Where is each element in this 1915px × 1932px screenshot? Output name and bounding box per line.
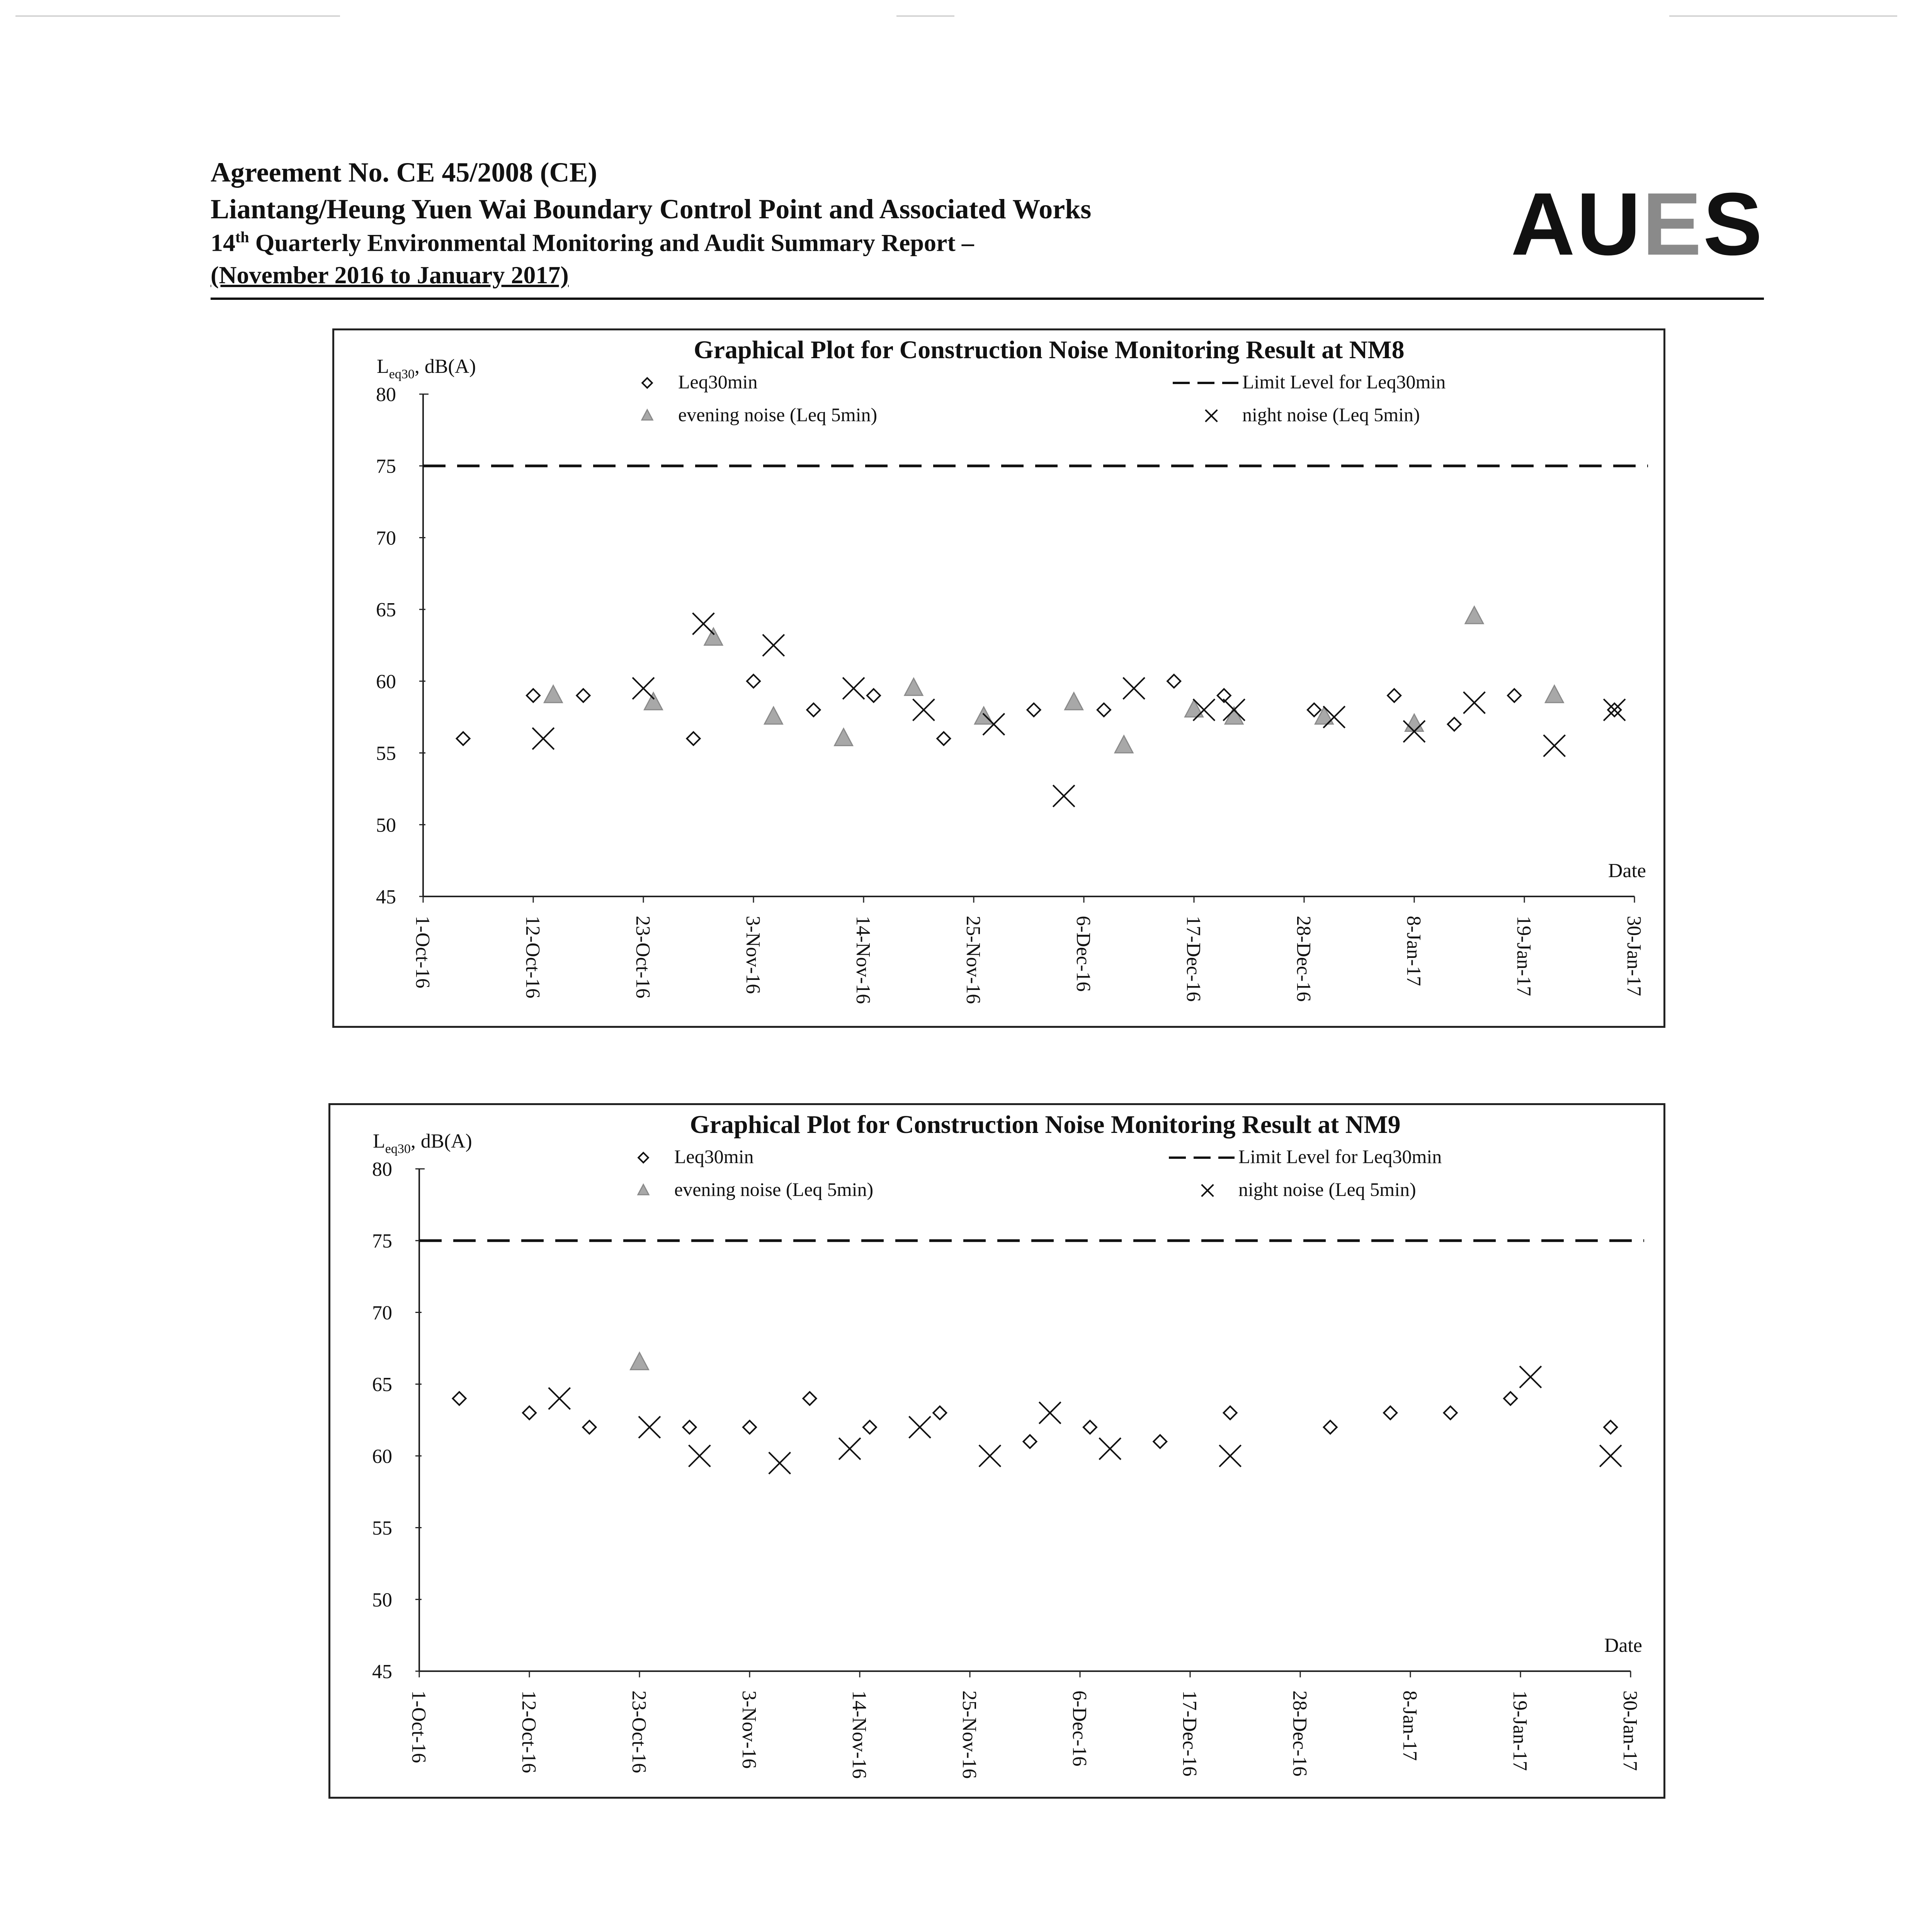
x-tick-label: 30-Jan-17 <box>1619 1690 1641 1771</box>
point-cross <box>549 1388 570 1409</box>
point-diamond <box>1224 1406 1237 1419</box>
point-diamond <box>1604 1421 1617 1434</box>
point-diamond <box>863 1421 876 1434</box>
y-tick-label: 60 <box>372 1445 392 1468</box>
x-tick-label: 3-Nov-16 <box>742 916 764 994</box>
point-cross <box>633 677 654 699</box>
report-number-suffix: th <box>235 228 249 246</box>
legend-evening-marker <box>642 410 653 420</box>
point-diamond <box>1444 1406 1457 1419</box>
point-diamond <box>807 703 820 716</box>
point-triangle <box>704 628 723 645</box>
point-diamond <box>747 675 760 688</box>
point-cross <box>1099 1438 1121 1459</box>
point-diamond <box>1508 689 1521 702</box>
report-period: (November 2016 to January 2017) <box>211 261 569 289</box>
document-header <box>211 156 1764 300</box>
point-triangle <box>1065 693 1083 710</box>
y-axis-label: $L_{eq30}$, dB(A) <box>377 355 476 381</box>
point-cross <box>1123 677 1145 699</box>
point-cross <box>532 728 554 749</box>
point-cross <box>1600 1445 1621 1467</box>
x-tick-label: 25-Nov-16 <box>958 1690 980 1779</box>
legend-night-marker <box>1202 1185 1214 1197</box>
chart-title: Graphical Plot for Construction Noise Monitoring Result at NM9 <box>690 1111 1401 1139</box>
x-tick-label: 19-Jan-17 <box>1513 916 1535 996</box>
y-axis-label: $L_{eq30}$, dB(A) <box>373 1130 472 1156</box>
nm8-chart-svg <box>334 330 1663 1026</box>
point-diamond <box>867 689 880 702</box>
chart-title: Graphical Plot for Construction Noise Monitoring Result at NM8 <box>694 336 1405 364</box>
point-diamond <box>933 1406 946 1419</box>
point-diamond <box>683 1421 696 1434</box>
x-tick-label: 23-Oct-16 <box>628 1690 650 1773</box>
legend-limit-label: Limit Level for Leq30min <box>1242 371 1446 393</box>
point-cross <box>639 1417 660 1438</box>
point-cross <box>909 1417 930 1438</box>
point-diamond <box>1388 689 1401 702</box>
y-tick-label: 80 <box>372 1158 392 1180</box>
report-title-text: Quarterly Environmental Monitoring and Audit Summary Report – <box>249 229 974 257</box>
point-cross <box>839 1438 861 1459</box>
x-axis-label: Date <box>1608 860 1646 882</box>
point-diamond <box>1324 1421 1337 1434</box>
x-tick-label: 6-Dec-16 <box>1068 1690 1090 1767</box>
scan-edge-line <box>896 15 954 17</box>
y-tick-label: 50 <box>372 1589 392 1611</box>
point-triangle <box>835 728 853 745</box>
x-tick-label: 30-Jan-17 <box>1623 916 1645 996</box>
point-cross <box>769 1452 791 1474</box>
point-triangle <box>1545 685 1563 702</box>
point-cross <box>692 613 714 634</box>
point-cross <box>763 634 784 656</box>
nm8-noise-chart <box>332 328 1665 1028</box>
point-cross <box>979 1445 1001 1467</box>
scan-edge-line <box>1669 15 1897 17</box>
y-tick-label: 65 <box>372 1374 392 1396</box>
legend-evening-label: evening noise (Leq 5min) <box>678 404 878 425</box>
point-diamond <box>1027 703 1040 716</box>
legend-night-label: night noise (Leq 5min) <box>1242 404 1420 425</box>
point-triangle <box>764 707 782 724</box>
x-tick-label: 1-Oct-16 <box>408 1690 430 1763</box>
point-diamond <box>1308 703 1321 716</box>
point-triangle <box>1115 736 1133 753</box>
point-diamond <box>457 732 470 745</box>
legend-night-label: night noise (Leq 5min) <box>1238 1179 1416 1200</box>
legend-night-marker <box>1206 410 1218 422</box>
y-tick-label: 75 <box>376 455 396 478</box>
y-tick-label: 50 <box>376 814 396 837</box>
point-diamond <box>1097 703 1111 716</box>
x-tick-label: 28-Dec-16 <box>1289 1690 1311 1777</box>
y-tick-label: 75 <box>372 1230 392 1252</box>
x-axis-label: Date <box>1604 1634 1642 1656</box>
point-cross <box>1053 785 1075 807</box>
legend-leq30min-label: Leq30min <box>674 1146 754 1167</box>
point-triangle <box>631 1352 649 1369</box>
agreement-number: Agreement No. CE 45/2008 (CE) <box>211 157 597 188</box>
x-tick-label: 12-Oct-16 <box>522 916 544 998</box>
point-triangle <box>905 678 923 695</box>
point-diamond <box>523 1406 536 1419</box>
report-number: 14 <box>211 229 235 257</box>
y-tick-label: 45 <box>376 886 396 908</box>
point-diamond <box>1448 718 1461 731</box>
y-tick-label: 55 <box>376 742 396 765</box>
point-diamond <box>1083 1421 1097 1434</box>
point-diamond <box>527 689 540 702</box>
point-diamond <box>1384 1406 1397 1419</box>
x-tick-label: 14-Nov-16 <box>852 916 874 1004</box>
point-cross <box>689 1445 710 1467</box>
x-tick-label: 17-Dec-16 <box>1182 916 1204 1002</box>
x-tick-label: 8-Jan-17 <box>1399 1690 1421 1761</box>
nm9-noise-chart <box>328 1103 1665 1799</box>
nm9-chart-svg <box>330 1105 1663 1797</box>
x-tick-label: 19-Jan-17 <box>1509 1690 1531 1771</box>
point-diamond <box>1023 1435 1036 1448</box>
legend-leq30min-marker <box>638 1153 648 1163</box>
point-diamond <box>577 689 590 702</box>
point-diamond <box>583 1421 596 1434</box>
y-tick-label: 65 <box>376 599 396 621</box>
point-triangle <box>544 685 562 702</box>
x-tick-label: 25-Nov-16 <box>962 916 984 1004</box>
x-tick-label: 8-Jan-17 <box>1403 916 1425 986</box>
project-title: Liantang/Heung Yuen Wai Boundary Control Point and Associated Works <box>211 194 1092 224</box>
point-triangle <box>1405 714 1423 731</box>
header-rule <box>211 298 1764 300</box>
legend-evening-label: evening noise (Leq 5min) <box>674 1179 874 1200</box>
point-diamond <box>743 1421 756 1434</box>
y-tick-label: 45 <box>372 1661 392 1683</box>
x-tick-label: 23-Oct-16 <box>632 916 654 998</box>
y-tick-label: 60 <box>376 670 396 693</box>
x-tick-label: 6-Dec-16 <box>1072 916 1094 992</box>
aues-logo: AUES <box>1510 174 1764 274</box>
y-tick-label: 70 <box>376 527 396 549</box>
x-tick-label: 1-Oct-16 <box>412 916 434 988</box>
point-cross <box>1039 1402 1061 1423</box>
legend-limit-label: Limit Level for Leq30min <box>1238 1146 1442 1167</box>
point-triangle <box>1465 607 1483 624</box>
point-triangle <box>645 693 663 710</box>
y-tick-label: 80 <box>376 384 396 406</box>
point-cross <box>1520 1366 1541 1388</box>
point-diamond <box>687 732 700 745</box>
point-cross <box>843 677 864 699</box>
point-diamond <box>1504 1392 1517 1405</box>
legend-leq30min-marker <box>642 378 652 388</box>
point-diamond <box>1167 675 1180 688</box>
point-diamond <box>1153 1435 1167 1448</box>
legend-evening-marker <box>638 1184 649 1195</box>
x-tick-label: 17-Dec-16 <box>1179 1690 1201 1777</box>
x-tick-label: 12-Oct-16 <box>518 1690 540 1773</box>
x-tick-label: 14-Nov-16 <box>848 1690 870 1779</box>
point-cross <box>1219 1445 1241 1467</box>
point-cross <box>913 699 934 721</box>
legend-leq30min-label: Leq30min <box>678 371 758 393</box>
point-cross <box>1463 692 1485 714</box>
point-cross <box>1544 735 1565 757</box>
y-tick-label: 55 <box>372 1517 392 1539</box>
point-diamond <box>803 1392 816 1405</box>
scan-edge-line <box>15 15 340 17</box>
report-title <box>211 228 974 257</box>
point-diamond <box>937 732 950 745</box>
point-diamond <box>453 1392 466 1405</box>
x-tick-label: 3-Nov-16 <box>738 1690 760 1769</box>
x-tick-label: 28-Dec-16 <box>1293 916 1315 1002</box>
y-tick-label: 70 <box>372 1302 392 1324</box>
